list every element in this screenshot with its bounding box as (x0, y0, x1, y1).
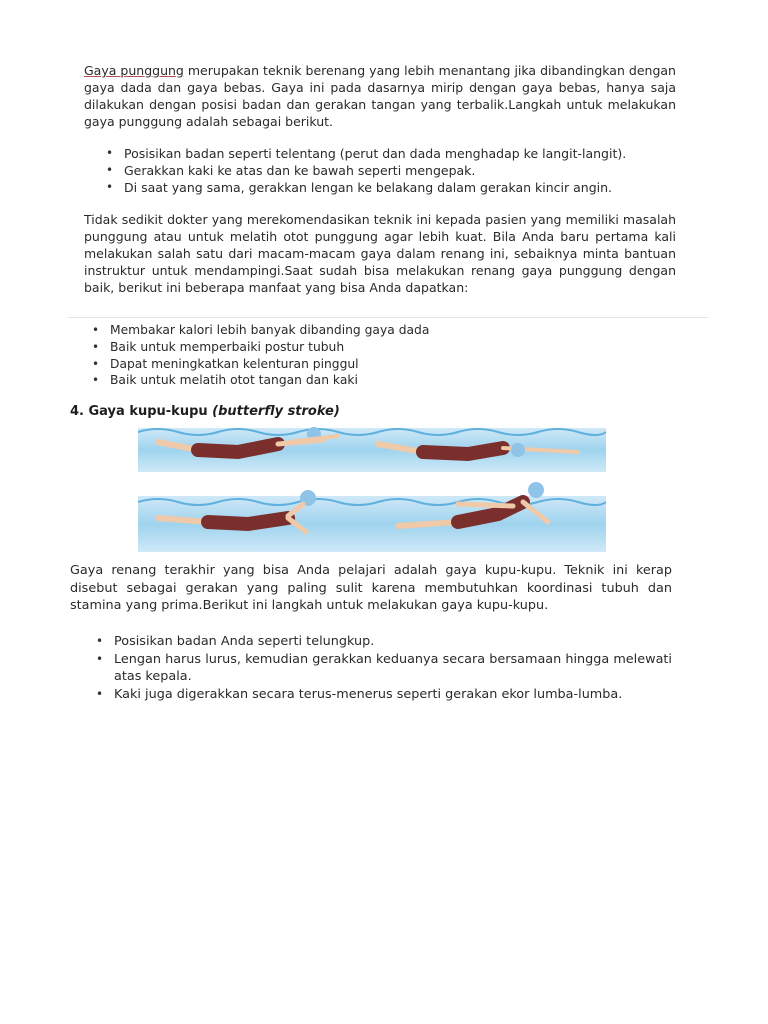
list-item: • Di saat yang sama, gerakkan lengan ke belakang dalam gerakan kincir angin. (106, 180, 613, 195)
bullet-icon: • (92, 373, 100, 388)
underlined-term: Gaya punggung (84, 63, 184, 78)
list-item: • Lengan harus lurus, kemudian gerakkan keduanya secara bersamaan hingga melewati atas kepala. (96, 651, 672, 684)
list-item: • Dapat meningkatkan kelenturan pinggul (92, 356, 359, 371)
list-item: • Baik untuk memperbaiki postur tubuh (92, 339, 345, 354)
intro-text (84, 62, 676, 130)
doctors-text: Tidak sedikit dokter yang merekomendasikan teknik ini kepada pasien yang memiliki masalah punggung atau untuk melatih otot punggung agar lebih kuat. Bila Anda baru pertama kali melakukan salah satu dari macam-macam gaya dalam renang ini, sebaiknya minta bantuan instruktur untuk mendampingi.Saat sudah bisa melakukan renang gaya punggung dengan baik, berikut ini beberapa manfaat yang bisa Anda dapatkan: (84, 212, 676, 295)
list-item: • Kaki juga digerakkan secara terus-menerus seperti gerakan ekor lumba-lumba. (96, 686, 623, 702)
bullet-icon: • (106, 163, 114, 177)
butterfly-stroke-illustration (138, 422, 606, 554)
doctors-paragraph (84, 211, 676, 296)
bullet-icon: • (96, 686, 104, 701)
list-item: • Gerakkan kaki ke atas dan ke bawah seperti mengepak. (106, 163, 476, 178)
page-divider (68, 317, 708, 318)
section-heading (70, 404, 340, 419)
list-item: • Membakar kalori lebih banyak dibanding gaya dada (92, 323, 430, 337)
bullet-icon: • (92, 339, 100, 354)
heading-main: 4. Gaya kupu-kupu (70, 404, 213, 419)
list-item: • Posisikan badan seperti telentang (perut dan dada menghadap ke langit-langit). (106, 146, 627, 161)
butterfly-text: Gaya renang terakhir yang bisa Anda pelajari adalah gaya kupu-kupu. Teknik ini kerap disebut sebagai gerakan yang paling sulit karena membutuhkan koordinasi tubuh dan stamina yang prima.Berikut ini langkah untuk melakukan gaya kupu-kupu. (70, 563, 672, 613)
bullet-icon: • (106, 180, 114, 194)
bullet-icon: • (96, 634, 104, 648)
list-item: • Baik untuk melatih otot tangan dan kaki (92, 373, 358, 388)
intro-paragraph (84, 62, 676, 130)
bullet-icon: • (96, 651, 104, 666)
bullet-icon: • (92, 323, 100, 337)
butterfly-paragraph (70, 562, 672, 615)
benefits-list (86, 322, 586, 389)
bullet-icon: • (106, 146, 114, 160)
bullet-icon: • (92, 356, 100, 371)
list-item: • Posisikan badan Anda seperti telungkup. (96, 634, 375, 649)
intro-body: merupakan teknik berenang yang lebih menantang jika dibandingkan dengan gaya dada dan gaya bebas. Gaya ini pada dasarnya mirip dengan gaya bebas, hanya saja dilakukan dengan posisi badan dan gerakan tangan yang terbalik.Langkah untuk melakukan gaya punggung adalah sebagai berikut. (84, 63, 676, 129)
butterfly-steps-list (90, 633, 672, 703)
heading-italic: (butterfly stroke) (212, 404, 340, 419)
backstroke-steps-list (100, 145, 680, 196)
